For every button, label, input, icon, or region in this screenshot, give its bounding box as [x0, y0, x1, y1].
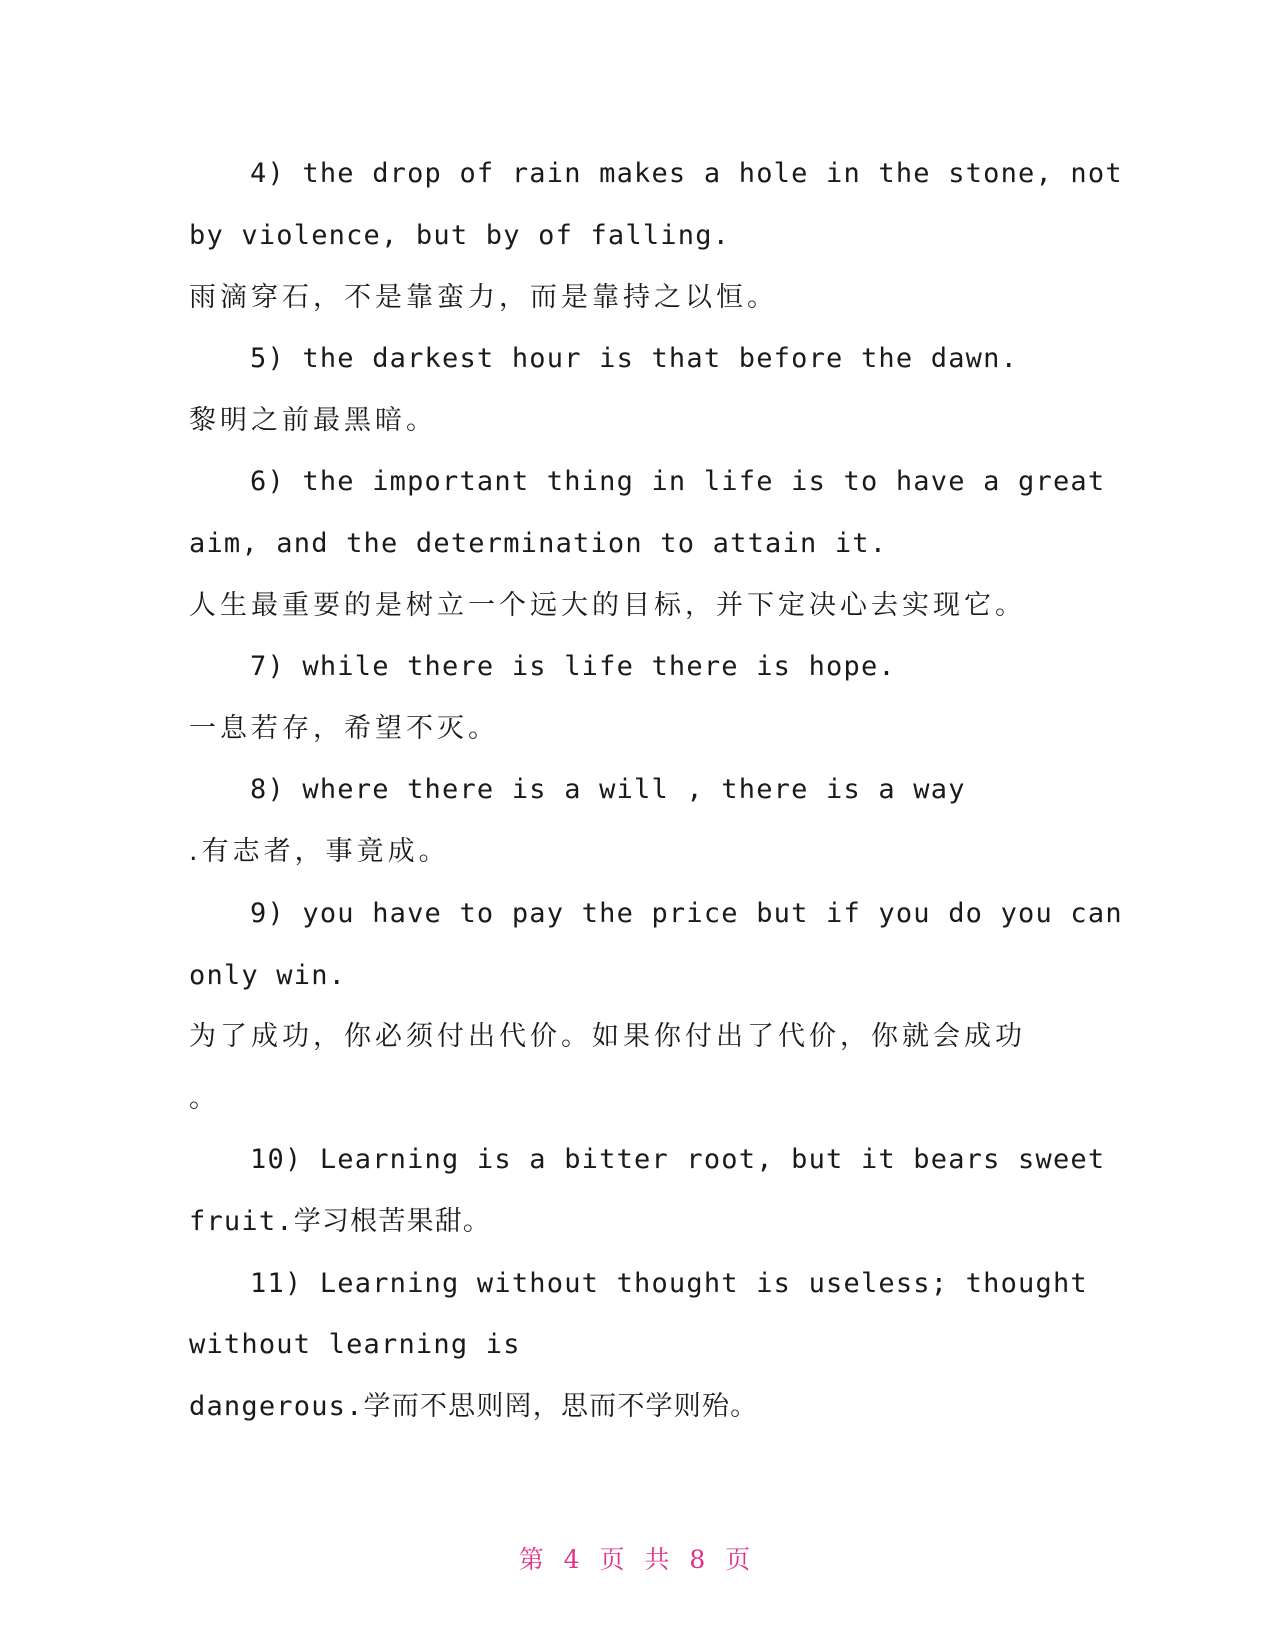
quote-9-line-1: 9) you have to pay the price but if you do you can	[250, 898, 1123, 929]
quote-11-line-3: dangerous.学而不思则罔，思而不学则殆。	[189, 1391, 759, 1422]
quote-9-translation: 为了成功，你必须付出代价。如果你付出了代价，你就会成功	[189, 1021, 1026, 1052]
quote-10-line-1: 10) Learning is a bitter root, but it bears sweet	[250, 1144, 1106, 1175]
quote-8-line-1: 8) where there is a will , there is a way	[250, 774, 966, 805]
quote-4-translation: 雨滴穿石，不是靠蛮力，而是靠持之以恒。	[189, 282, 778, 313]
quote-5-line-1: 5) the darkest hour is that before the dawn.	[250, 343, 1019, 374]
quote-6-translation: 人生最重要的是树立一个远大的目标，并下定决心去实现它。	[189, 590, 1026, 621]
quote-9-translation-end: 。	[189, 1083, 220, 1114]
quote-8-translation: .有志者，事竟成。	[189, 836, 450, 867]
quote-9-line-2: only win.	[189, 960, 347, 991]
quote-10-line-2: fruit.学习根苦果甜。	[189, 1206, 492, 1237]
page-number-footer: 第 4 页 共 8 页	[518, 1545, 757, 1574]
quote-4-line-1: 4) the drop of rain makes a hole in the stone, not	[250, 158, 1123, 189]
quote-4-line-2: by violence, but by of falling.	[189, 220, 731, 251]
quote-6-line-2: aim, and the determination to attain it.	[189, 528, 888, 559]
quote-7-translation: 一息若存，希望不灭。	[189, 713, 499, 744]
quote-7-line-1: 7) while there is life there is hope.	[250, 651, 896, 682]
quote-6-line-1: 6) the important thing in life is to have a great	[250, 466, 1106, 497]
quote-5-translation: 黎明之前最黑暗。	[189, 405, 437, 436]
quote-11-line-2: without learning is	[189, 1329, 521, 1360]
quote-11-line-1: 11) Learning without thought is useless; thought	[250, 1268, 1088, 1299]
